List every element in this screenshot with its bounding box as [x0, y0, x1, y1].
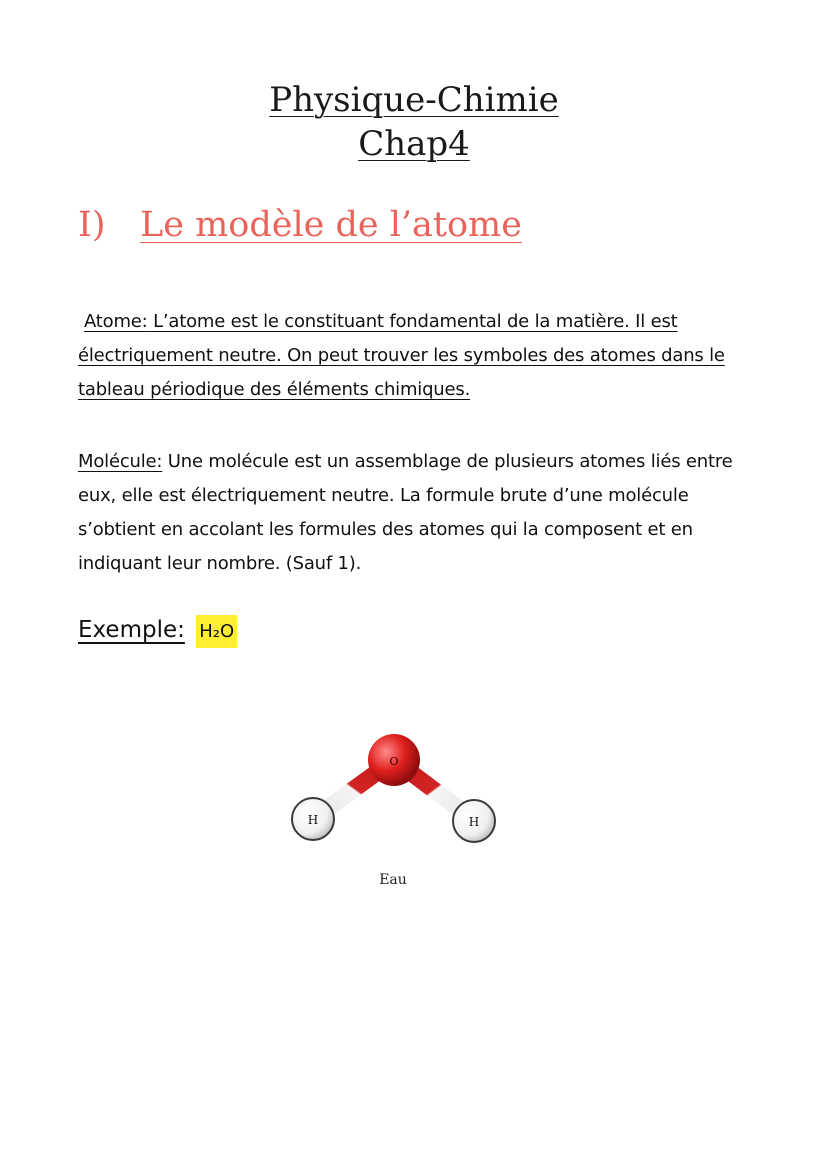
definition-term: Atome: — [84, 311, 148, 332]
chapter-title: Chap4 — [358, 124, 470, 164]
hydrogen-label-right: H — [468, 815, 480, 829]
definition-term: Molécule: — [78, 451, 163, 472]
page-title: Physique-Chimie — [269, 80, 559, 120]
water-molecule-diagram — [270, 720, 510, 860]
figure-caption: Eau — [379, 872, 407, 888]
definition-text: Une molécule est un assemblage de plusieurs atomes liés entre eux, elle est électriquement neutre. La formule brute d’une molécule s’obtient en accolant les formules des atomes qui la composent et en indiquant leur nombre. (Sauf 1). — [78, 451, 733, 574]
example-label: Exemple: — [78, 617, 185, 643]
section-title: Le modèle de l’atome — [140, 205, 522, 245]
water-molecule-figure — [270, 720, 510, 864]
oxygen-label: O — [389, 755, 399, 768]
hydrogen-label-left: H — [307, 813, 319, 827]
section-number: I) — [78, 205, 106, 245]
example-line — [78, 617, 237, 643]
section-heading — [78, 205, 522, 245]
definition-molecule — [78, 445, 748, 581]
highlighted-formula: H₂O — [196, 615, 237, 648]
definition-text: L’atome est le constituant fondamental de la matière. Il est électriquement neutre. On peut trouver les symboles des atomes dans le tableau périodique des éléments chimiques. — [78, 311, 725, 400]
definition-atome — [78, 305, 748, 407]
